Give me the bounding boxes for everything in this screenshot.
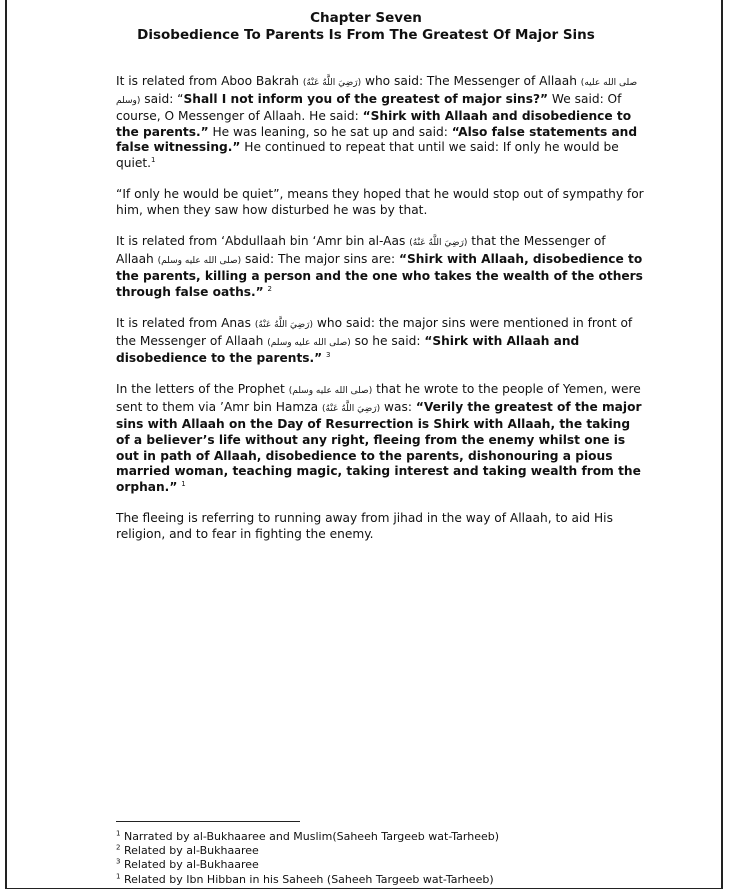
arabic-honorific: (رَضِيَ اللَّهُ عَنْهُ) <box>302 78 362 88</box>
arabic-honorific: (رَضِيَ اللَّهُ عَنْهُ) <box>321 403 381 414</box>
footnote <box>116 830 676 844</box>
text-run: He was leaning, so he sat up and said: <box>208 124 452 139</box>
arabic-honorific: (صلى الله عليه وسلم) <box>157 255 242 266</box>
footnote-text: Related by al-Bukhaaree <box>120 858 259 872</box>
footnote-text: Related by Ibn Hibban in his Saheeh (Saheeh Targeeb wat-Tarheeb) <box>120 872 494 886</box>
footnote <box>116 844 676 858</box>
footnote-text: Narrated by al-Bukhaaree and Muslim(Saheeh Targeeb wat-Tarheeb) <box>120 830 500 843</box>
chapter-subtitle: Disobedience To Parents Is From The Greatest Of Major Sins <box>137 27 595 43</box>
hadith-quote: “Shirk with Allaah and disobedience to the parents.” <box>116 333 580 366</box>
text-run: It is related from Aboo Bakrah <box>116 74 303 88</box>
text-run: We said: Of course, O Messenger of Allaah. He said: <box>116 91 622 124</box>
arabic-honorific: (صلى الله عليه وسلم) <box>267 337 351 348</box>
footnote-ref[interactable]: 1 <box>181 479 186 488</box>
hadith-quote: “Shirk with Allaah, disobedience to the parents, killing a person and the one who takes the wealth of the others through false oaths.” <box>116 251 643 299</box>
text-run: that he wrote to the people of Yemen, were sent to them via ’Amr bin Hamza <box>116 382 641 414</box>
paragraph-5 <box>116 382 646 495</box>
footnote <box>116 873 676 887</box>
footnote-number: 2 <box>116 843 121 852</box>
arabic-honorific: (رَضِيَ اللَّهُ عَنْهُ) <box>409 237 468 248</box>
text-run: was: <box>380 399 416 414</box>
text-run: so he said: <box>350 333 425 348</box>
hadith-quote: Shall I not inform you of the greatest of major sins?” <box>183 91 549 106</box>
footnote-text: Related by al-Bukhaaree <box>120 844 259 858</box>
text-run: who said: The Messenger of Allaah <box>361 74 581 88</box>
text-run: that the Messenger of Allaah <box>116 233 606 266</box>
paragraph-6: The fleeing is referring to running away from jihad in the way of Allaah, to aid His religion, and to fear in fighting the enemy. <box>116 511 613 541</box>
chapter-title: Chapter Seven <box>310 10 422 26</box>
chapter-body <box>116 74 646 558</box>
footnote-ref[interactable]: 1 <box>151 155 156 164</box>
text-run: said: The major sins are: <box>241 251 399 266</box>
text-run: In the letters of the Prophet <box>116 382 289 397</box>
paragraph-3 <box>116 234 646 300</box>
arabic-honorific: (رَضِيَ اللَّهُ عَنْهُ) <box>254 319 314 330</box>
hadith-quote: “Verily the greatest of the major sins with Allaah on the Day of Resurrection is Shirk with Allaah, the taking of a believer’s life without any right, fleeing from the enemy whilst one is out in path of Allaah, disobedience to the parents, dishonouring a pious married woman, teaching magic, taking interest and taking wealth from the orphan.” <box>116 399 642 494</box>
hadith-quote: “Also false statements and false witnessing.” <box>116 124 638 155</box>
footnote-ref[interactable]: 2 <box>267 284 273 293</box>
text-run: It is related from Anas <box>116 315 255 330</box>
text-run: He continued to repeat that until we said: If only he would be quiet. <box>116 140 619 170</box>
text-run: It is related from ‘Abdullaah bin ‘Amr bin al-Aas <box>116 233 410 248</box>
paragraph-2: “If only he would be quiet”, means they hoped that he would stop out of sympathy for him, when they saw how disturbed he was by that. <box>116 187 644 217</box>
footnote-number: 1 <box>116 829 121 838</box>
text-run: who said: the major sins were mentioned in front of the Messenger of Allaah <box>116 315 633 348</box>
hadith-quote: “Shirk with Allaah and disobedience to the parents.” <box>116 109 632 139</box>
footnote <box>116 858 676 872</box>
footnote-ref[interactable]: 3 <box>326 351 331 360</box>
arabic-honorific: (صلى الله عليه وسلم) <box>116 78 638 106</box>
paragraph-4 <box>116 316 646 367</box>
footnote-number: 3 <box>116 857 121 866</box>
footnote-number: 1 <box>116 871 121 880</box>
footnote-separator <box>116 821 300 822</box>
arabic-honorific: (صلى الله عليه وسلم) <box>288 386 373 397</box>
paragraph-1 <box>116 74 646 172</box>
footnotes <box>116 830 676 887</box>
text-run: said: “ <box>140 91 184 106</box>
